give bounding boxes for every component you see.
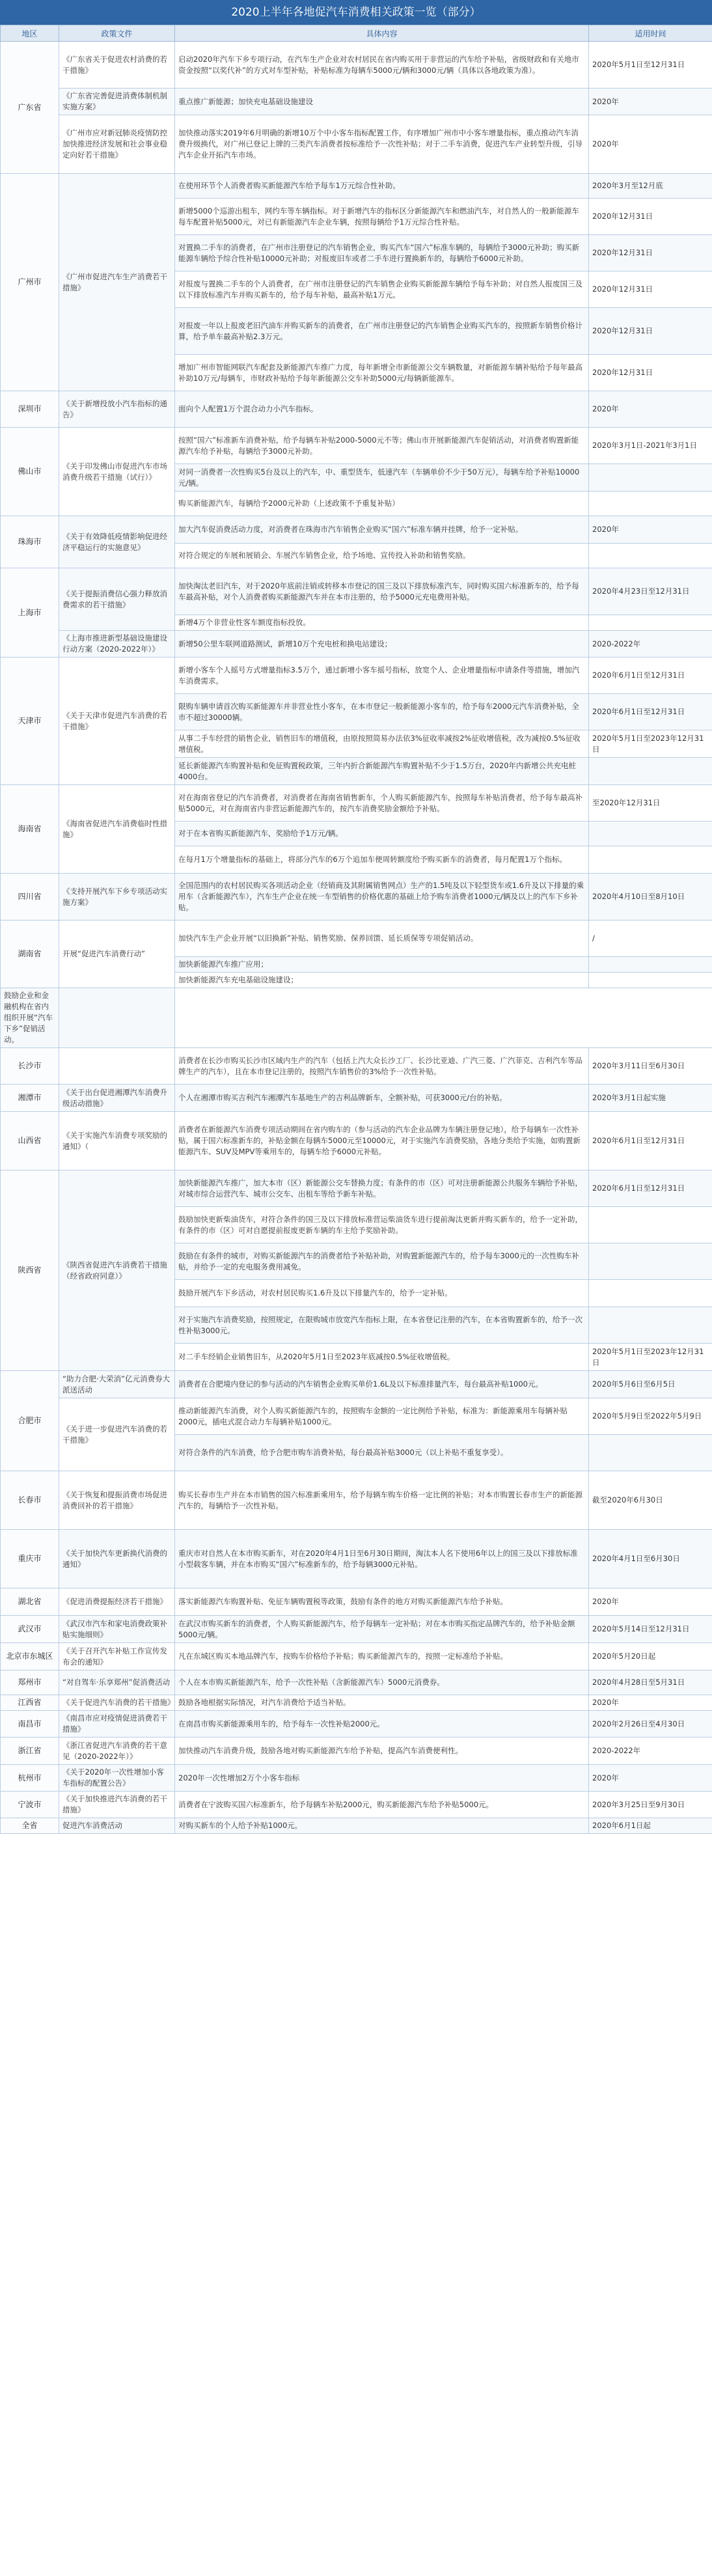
header-period: 适用时间 [589, 25, 712, 42]
region-cell: 郑州市 [1, 1670, 59, 1695]
policy-document-cell: 《广州市应对新冠肺炎疫情防控加快推进经济发展和社会事业稳定向好若干措施》 [59, 115, 175, 174]
period-cell: / [589, 921, 712, 957]
period-cell: 2020年12月31日 [589, 235, 712, 271]
policy-content-cell: 对购买新车的个人给予补贴1000元。 [175, 1818, 589, 1834]
period-cell: 2020年12月31日 [589, 308, 712, 355]
table-row [1, 1530, 712, 1588]
policy-document-cell: “助力合肥·大荣消”亿元消费券大派送活动 [59, 1371, 175, 1398]
policy-content-cell: 对报废一年以上报废老旧汽油车并购买新车的消费者，在广州市注册登记的汽车销售企业购买汽车的，按照新车销售价格计算，给予单车最高补贴2.3万元。 [175, 308, 589, 355]
table-row [1, 921, 712, 957]
table-row [1, 115, 712, 174]
policy-content-cell: 全国范围内的农村居民购买各项活动企业（经销商及其附属销售网点）生产的1.5吨及以下轻型货车或1.6升及以下排量的乘用车（含新能源汽车），汽车生产企业在统一车型销售的价格优惠的基础上给予购车消费者1000元/辆及以上的汽车下乡补贴。 [175, 874, 589, 921]
region-cell: 重庆市 [1, 1530, 59, 1588]
period-cell: 2020年12月31日 [589, 355, 712, 391]
period-cell: 2020年 [589, 1588, 712, 1616]
policy-content-cell: 鼓励开展汽车下乡活动，对农村居民购买1.6升及以下排量汽车的，给予一定补贴。 [175, 1280, 589, 1307]
period-cell: 2020年12月31日 [589, 271, 712, 308]
period-cell: 2020年6月1日至12月31日 [589, 1112, 712, 1170]
table-row [1, 516, 712, 544]
period-cell: 2020-2022年 [589, 631, 712, 658]
policy-content-cell: 对同一消费者一次性购买5台及以上的汽车，中、重型货车，低速汽车（车辆单价不少于50万元），每辆车给予补贴10000元/辆。 [175, 464, 589, 492]
table-row [1, 785, 712, 822]
table-row [1, 1695, 712, 1711]
table-row [1, 1471, 712, 1530]
period-cell [589, 1435, 712, 1471]
policy-content-cell: 消费者在长沙市购买长沙市区域内生产的汽车（包括上汽大众长沙工厂、长沙比亚迪、广汽三菱、广汽菲克、吉利汽车等品牌生产的汽车），且在本市登记注册的，按照汽车销售价的3%给予一次性补贴。 [175, 1048, 589, 1085]
region-cell: 湖南省 [1, 921, 59, 988]
table-row [1, 1711, 712, 1738]
policy-content-cell: 在使用环节个人消费者购买新能源汽车给予每车1万元综合性补助。 [175, 174, 589, 199]
policy-document-cell: “对自驾车·乐享郑州”促消费活动 [59, 1670, 175, 1695]
region-cell: 山西省 [1, 1112, 59, 1170]
policy-document-cell: 《关于有效降低疫情影响促进经济平稳运行的实施意见》 [59, 516, 175, 568]
table-row [1, 1670, 712, 1695]
policy-content-cell: 加快推动落实2019年6月明确的新增10万个中小客车指标配置工作，有序增加广州市中小客车增量指标，重点推动汽车消费升级换代，对广州已登记上牌的三类汽车消费者按标准给予一次性补贴；对于二手车消费，促进汽车产业转型升级，引导汽车企业开拓汽车市场。 [175, 115, 589, 174]
policy-content-cell: 消费者在宁波购买国六标准新车，给予每辆车补贴2000元，购买新能源汽车给予补贴5000元。 [175, 1792, 589, 1818]
policy-document-cell [59, 1048, 175, 1085]
table-row [1, 1643, 712, 1670]
period-cell: 2020年12月31日 [589, 199, 712, 235]
policy-content-cell: 对符合条件的汽车消费，给予合肥市购车消费补贴，每台最高补贴3000元（以上补贴不重复享受）。 [175, 1435, 589, 1471]
table-row [1, 1085, 712, 1112]
policy-content-cell: 个人在本市购买新能源汽车，给予一次性补贴（含新能源汽车）5000元消费券。 [175, 1670, 589, 1695]
period-cell [589, 1280, 712, 1307]
region-cell: 武汉市 [1, 1616, 59, 1643]
region-cell: 天津市 [1, 658, 59, 785]
policy-document-cell: 《支持开展汽车下乡专项活动实施方案》 [59, 874, 175, 921]
policy-content-cell: 消费者在新能源汽车消费专项活动期间在省内购车的（参与活动的汽车企业品牌为车辆注册登记地），给予每辆车一次性补贴，属于国六标准新车的，补贴金额在每辆车5000元至10000元，对于实施汽车消费奖励，各地分类给予实施，如购置新能源汽车、SUV及MPV等乘用车的，每辆车给予6000元补贴。 [175, 1112, 589, 1170]
period-cell [589, 615, 712, 631]
region-cell: 杭州市 [1, 1765, 59, 1792]
header-content: 具体内容 [175, 25, 589, 42]
policy-content-cell: 面向个人配置1万个混合动力小汽车指标。 [175, 391, 589, 428]
table-row [1, 1588, 712, 1616]
policy-content-cell: 重庆市对自然人在本市购买新车，对在2020年4月1日至6月30日期间，淘汰本人名下使用6年以上的国三及以下排放标准小型载客车辆，并在本市购买“国六”标准新车的，给予每辆3000元补贴。 [175, 1530, 589, 1588]
policy-content-cell: 对于实施汽车消费奖励，按照规定，在限购城市放宽汽车指标上限，在本省登记注册的汽车，在本省购置新车的，给予一次性补贴3000元。 [175, 1307, 589, 1344]
period-cell: 2020年4月23日至12月31日 [589, 568, 712, 615]
policy-document-cell: 《南昌市应对疫情促进消费若干措施》 [59, 1711, 175, 1738]
period-cell: 2020年3月至12月底 [589, 174, 712, 199]
table-row [1, 1792, 712, 1818]
period-cell: 2020年3月1日-2021年3月1日 [589, 428, 712, 464]
table-row [1, 1616, 712, 1643]
policy-document-cell: 《陕西省促进汽车消费若干措施（经省政府同意）》 [59, 1170, 175, 1371]
period-cell: 2020年6月1日至12月31日 [589, 658, 712, 694]
policy-document-cell: 《武汉市汽车和家电消费政策补贴实施细则》 [59, 1616, 175, 1643]
period-cell: 2020年5月9日至2022年5月9日 [589, 1398, 712, 1435]
policy-content-cell: 推动新能源汽车消费，对个人购买新能源汽车的，按照购车金额的一定比例给予补贴，标准为：新能源乘用车每辆补贴2000元，插电式混合动力车每辆补贴1000元。 [175, 1398, 589, 1435]
policy-content-cell: 对在海南省登记的汽车消费者，对消费者在海南省销售新车，个人购买新能源汽车，按照每车补贴消费者，给予每车最高补贴5000元，对在海南省内非营运新能源汽车的，按汽车消费奖励金额给予补贴。 [175, 785, 589, 822]
region-cell: 全省 [1, 1818, 59, 1834]
policy-document-cell: 《广东省关于促进农村消费的若干措施》 [59, 42, 175, 89]
table-row [1, 1170, 712, 1207]
region-cell: 长沙市 [1, 1048, 59, 1085]
policy-document-cell: 《关于实施汽车消费专项奖励的通知》（ [59, 1112, 175, 1170]
policy-document-cell: 《关于进一步促进汽车消费的若干措施》 [59, 1398, 175, 1471]
region-cell: 合肥市 [1, 1371, 59, 1471]
period-cell: 2020年3月25日至9月30日 [589, 1792, 712, 1818]
period-cell [589, 464, 712, 492]
policy-content-cell: 从事二手车经营的销售企业，销售旧车的增值税，由原按照简易办法依3%征收率减按2%征收增值税，改为减按0.5%征收增值税。 [175, 730, 589, 758]
policy-content-cell: 鼓励各地根据实际情况，对汽车消费给予适当补贴。 [175, 1695, 589, 1711]
region-cell: 湘潭市 [1, 1085, 59, 1112]
region-cell: 广州市 [1, 174, 59, 391]
policy-table [0, 25, 712, 1834]
period-cell: 2020年4月1日至6月30日 [589, 1530, 712, 1588]
period-cell: 2020-2022年 [589, 1738, 712, 1765]
policy-content-cell: 购买长春市生产并在本市销售的国六标准新乘用车，给予每辆车购车价格一定比例的补贴；对本市购置长春市生产的新能源汽车的，每辆给予一次性补贴。 [175, 1471, 589, 1530]
policy-document-cell: 《关于新增投放小汽车指标的通告》 [59, 391, 175, 428]
policy-content-cell: 个人在湘潭市购买吉利汽车湘潭汽车基地生产的吉利品牌新车，全额补贴，可获3000元/台的补贴。 [175, 1085, 589, 1112]
period-cell: 2020年 [589, 89, 712, 115]
table-row [1, 1818, 712, 1834]
table-row [1, 1738, 712, 1765]
period-cell [589, 544, 712, 568]
period-cell: 2020年4月10日至8月10日 [589, 874, 712, 921]
region-cell: 江西省 [1, 1695, 59, 1711]
period-cell: 2020年2月26日至4月30日 [589, 1711, 712, 1738]
region-cell: 陕西省 [1, 1170, 59, 1371]
table-row [1, 1398, 712, 1435]
table-row [1, 428, 712, 464]
period-cell: 至2020年12月31日 [589, 785, 712, 822]
table-row [1, 631, 712, 658]
table-row [1, 988, 712, 1048]
policy-content-cell: 加快新能源汽车推广，加大本市（区）新能源公交车替换力度；有条件的市（区）可对注册新能源公共服务车辆给予补贴，对城市综合运营汽车、城市公交车、出租车等给予新车补贴。 [175, 1170, 589, 1207]
table-body [1, 42, 712, 1834]
policy-content-cell: 新增5000个巡游出租车，网约车等车辆指标。对于新增汽车的指标区分新能源汽车和燃油汽车，对自然人的一般新能源车每车配置补贴5000元，对已有新能源汽车企业车辆，按照每辆给予1万元综合性补贴。 [175, 199, 589, 235]
table-row [1, 568, 712, 615]
region-cell: 广东省 [1, 42, 59, 174]
policy-content-cell: 在南昌市购买新能源乘用车的，给予每车一次性补贴2000元。 [175, 1711, 589, 1738]
header-document: 政策文件 [59, 25, 175, 42]
policy-document-cell: 《上海市推进新型基础设施建设行动方案（2020-2022年）》 [59, 631, 175, 658]
table-row [1, 174, 712, 199]
policy-content-cell: 延长新能源汽车购置补贴和免征购置税政策，三年内折合新能源汽车购置补贴不少于1.5万台，2020年内新增公共充电桩4000台。 [175, 758, 589, 785]
policy-content-cell: 加快推动汽车消费升级，鼓励各地对购买新能源汽车给予补贴，提高汽车消费便利性。 [175, 1738, 589, 1765]
table-row [1, 658, 712, 694]
policy-content-cell: 新增4万个非营业性客车额度指标投放。 [175, 615, 589, 631]
policy-content-cell: 按照“国六”标准新车消费补贴，给予每辆车补贴2000-5000元不等；佛山市开展新能源汽车促销活动，对消费者购置新能源汽车给予补贴，每辆给予3000元补助。 [175, 428, 589, 464]
policy-content-cell: 新增小客车个人摇号方式增量指标3.5万个，通过新增小客车摇号指标，放宽个人、企业增量指标申请条件等措施，增加汽车消费需求。 [175, 658, 589, 694]
policy-document-cell: 《关于恢复和提振消费市场促进消费回补的若干措施》 [59, 1471, 175, 1530]
policy-document-cell: 促进汽车消费活动 [59, 1818, 175, 1834]
policy-document-cell: 《广州市促进汽车生产消费若干措施》 [59, 174, 175, 391]
period-cell: 2020年5月1日至12月31日 [589, 42, 712, 89]
period-cell: 2020年3月11日至6月30日 [589, 1048, 712, 1085]
period-cell [589, 957, 712, 973]
policy-document-cell: 《关于提振消费信心强力释放消费需求的若干措施》 [59, 568, 175, 631]
policy-document-cell: 《浙江省促进汽车消费的若干意见（2020-2022年）》 [59, 1738, 175, 1765]
policy-content-cell: 对置换二手车的消费者，在广州市注册登记的汽车销售企业，购买汽车“国六”标准车辆的，每辆给予3000元补助；购买新能源车辆给予综合性补贴10000元补助；对报废旧车或者二手车进行置换新车的，每辆给予6000元补助。 [175, 235, 589, 271]
policy-document-cell: 《关于天津市促进汽车消费的若干措施》 [59, 658, 175, 785]
region-cell: 海南省 [1, 785, 59, 874]
region-cell: 长春市 [1, 1471, 59, 1530]
policy-content-cell: 落实新能源汽车购置补贴、免征车辆购置税等政策，鼓励有条件的地方对购买新能源汽车给予补贴。 [175, 1588, 589, 1616]
policy-document-cell: 《海南省促进汽车消费临时性措施》 [59, 785, 175, 874]
policy-content-cell: 加快淘汰老旧汽车，对于2020年底前注销或转移本市登记的国三及以下排放标准汽车，同时购买国六标准新车的，给予每车最高补贴，对个人消费者购买新能源汽车并在本市注册的，给予5000元充电费用补贴。 [175, 568, 589, 615]
period-cell: 2020年6月1日起 [589, 1818, 712, 1834]
period-cell [589, 846, 712, 874]
policy-content-cell: 购买新能源汽车，每辆给予2000元补助（上述政策不予重复补贴） [175, 492, 589, 516]
period-cell: 2020年 [589, 1765, 712, 1792]
policy-document-cell: 《关于促进汽车消费的若干措施》 [59, 1695, 175, 1711]
table-row [1, 1048, 712, 1085]
policy-content-cell: 重点推广新能源；加快充电基础设施建设 [175, 89, 589, 115]
table-row [1, 42, 712, 89]
region-cell: 南昌市 [1, 1711, 59, 1738]
policy-content-cell: 在每月1万个增量指标的基础上，将部分汽车的6万个追加车便周转额度给予购买新车的消费者，每月配置1万个指标。 [175, 846, 589, 874]
region-cell: 珠海市 [1, 516, 59, 568]
period-cell [589, 973, 712, 988]
period-cell: 2020年 [589, 115, 712, 174]
region-cell: 宁波市 [1, 1792, 59, 1818]
region-cell: 四川省 [1, 874, 59, 921]
table-row [1, 1371, 712, 1398]
period-cell [589, 1207, 712, 1243]
policy-document-cell: 《关于2020年一次性增加小客车指标的配置公告》 [59, 1765, 175, 1792]
period-cell: 2020年3月1日起实施 [589, 1085, 712, 1112]
region-cell: 佛山市 [1, 428, 59, 516]
region-cell: 湖北省 [1, 1588, 59, 1616]
period-cell: 2020年6月1日至12月31日 [589, 694, 712, 730]
policy-document-cell: 《关于出台促进湘潭汽车消费升级活动措施》 [59, 1085, 175, 1112]
period-cell: 2020年6月1日至12月31日 [589, 1170, 712, 1207]
policy-content-cell: 2020年一次性增加2万个小客车指标 [175, 1765, 589, 1792]
header-region: 地区 [1, 25, 59, 42]
region-cell: 北京市东城区 [1, 1643, 59, 1670]
period-cell [59, 988, 175, 1048]
policy-content-cell: 鼓励加快更新柴油货车，对符合条件的国三及以下排放标准营运柴油货车进行提前淘汰更新并购买新车的，给予一定补助，有条件的市（区）可对自愿提前报废更新车辆的车主给予奖励补助。 [175, 1207, 589, 1243]
period-cell [589, 1243, 712, 1280]
policy-content-cell: 启动2020年汽车下乡专项行动，在汽车生产企业对农村居民在省内购买用于非营运的汽车给予补贴，省级财政和有关地市资金按照“以奖代补”的方式对车型补贴，补贴标准为每辆车5000元/辆和3000元/辆（具体以各地政策为准）。 [175, 42, 589, 89]
period-cell [589, 1307, 712, 1344]
region-cell: 上海市 [1, 568, 59, 658]
period-cell: 2020年4月28日至5月31日 [589, 1670, 712, 1695]
period-cell: 2020年5月1日至2023年12月31日 [589, 1344, 712, 1371]
policy-content-cell: 鼓励在有条件的城市，对购买新能源汽车的消费者给予补贴补助，对购置新能源汽车的，给予每车3000元的一次性购车补贴，并给予一定的充电服务费用减免。 [175, 1243, 589, 1280]
period-cell: 2020年 [589, 391, 712, 428]
policy-content-cell: 对二手车经销企业销售旧车，从2020年5月1日至2023年底减按0.5%征收增值税。 [175, 1344, 589, 1371]
policy-content-cell: 加大汽车促消费活动力度，对消费者在珠海市汽车销售企业购买“国六”标准车辆并挂牌，给予一定补贴。 [175, 516, 589, 544]
table-row [1, 874, 712, 921]
policy-document-cell: 《关于印发佛山市促进汽车市场消费升级若干措施（试行）》 [59, 428, 175, 516]
period-cell: 2020年 [589, 1695, 712, 1711]
period-cell: 2020年 [589, 516, 712, 544]
table-row [1, 1765, 712, 1792]
policy-content-cell: 新增50公里车联网道路测试，新增10万个充电桩和换电站建设； [175, 631, 589, 658]
table-title: 2020上半年各地促汽车消费相关政策一览（部分） [0, 0, 712, 25]
policy-document-cell: 《关于加快推进汽车消费的若干措施》 [59, 1792, 175, 1818]
table-row [1, 391, 712, 428]
policy-content-cell: 对符合规定的车展和展销会、车展汽车销售企业，给予场地、宣传投入补助和销售奖励。 [175, 544, 589, 568]
policy-content-cell: 限购车辆申请首次购买新能源车并非营业性小客车，在本市登记一般新能源小客车的，给予每车2000元汽车消费补贴，全市不超过30000辆。 [175, 694, 589, 730]
header-row [1, 25, 712, 42]
period-cell: 2020年5月1日至2023年12月31日 [589, 730, 712, 758]
policy-content-cell: 加快新能源汽车推广应用； [175, 957, 589, 973]
table-row [1, 89, 712, 115]
policy-document-cell: 《关于加快汽车更新换代消费的通知》 [59, 1530, 175, 1588]
policy-document-cell: 开展“促进汽车消费行动” [59, 921, 175, 988]
policy-content-cell: 加快新能源汽车充电基础设施建设； [175, 973, 589, 988]
region-cell: 深圳市 [1, 391, 59, 428]
period-cell [589, 492, 712, 516]
table-row [1, 1112, 712, 1170]
period-cell [589, 758, 712, 785]
region-cell: 浙江省 [1, 1738, 59, 1765]
policy-content-cell: 鼓励企业和金融机构在省内组织开展“汽车下乡”促销活动。 [1, 988, 59, 1048]
period-cell: 截至2020年6月30日 [589, 1471, 712, 1530]
policy-document-cell: 《广东省完善促进消费体制机制实施方案》 [59, 89, 175, 115]
policy-content-cell: 在武汉市购买新车的消费者，个人购买新能源汽车，给予每辆车一定补贴；对在本市购买指定品牌汽车的，给予补贴金额5000元/辆。 [175, 1616, 589, 1643]
policy-content-cell: 加快汽车生产企业开展“以旧换新”补贴、销售奖励、保养回馈、延长质保等专项促销活动。 [175, 921, 589, 957]
period-cell: 2020年5月20日起 [589, 1643, 712, 1670]
policy-content-cell: 消费者在合肥境内登记的参与活动的汽车销售企业购买单价1.6L及以下标准排量汽车，每台最高补贴1000元。 [175, 1371, 589, 1398]
period-cell [589, 822, 712, 846]
policy-document-cell: 《促进消费提振经济若干措施》 [59, 1588, 175, 1616]
policy-content-cell: 对于在本省购买新能源汽车，奖励给予1万元/辆。 [175, 822, 589, 846]
policy-content-cell: 凡在东城区购买本地品牌汽车，按购车价格给予补贴；购买新能源汽车的，按照一定标准给予补贴。 [175, 1643, 589, 1670]
policy-content-cell: 对报废与置换二手车的个人消费者，在广州市注册登记的汽车销售企业购买新能源车辆给予每车补助；对自然人报废国三及以下排放标准汽车并购买新车的，给予每车补贴，最高补贴1万元。 [175, 271, 589, 308]
policy-document-cell: 《关于召开汽车补贴工作宣传发布会的通知》 [59, 1643, 175, 1670]
period-cell: 2020年5月6日至6月5日 [589, 1371, 712, 1398]
policy-content-cell: 增加广州市智能网联汽车配套及新能源汽车推广力度，每年新增全市新能源公交车辆数量，对新能源车辆补贴给予每年最高补助10万元/每辆车，市财政补贴给予每年新能源公交车补助5000元/每辆新能源车。 [175, 355, 589, 391]
period-cell: 2020年5月14日至12月31日 [589, 1616, 712, 1643]
